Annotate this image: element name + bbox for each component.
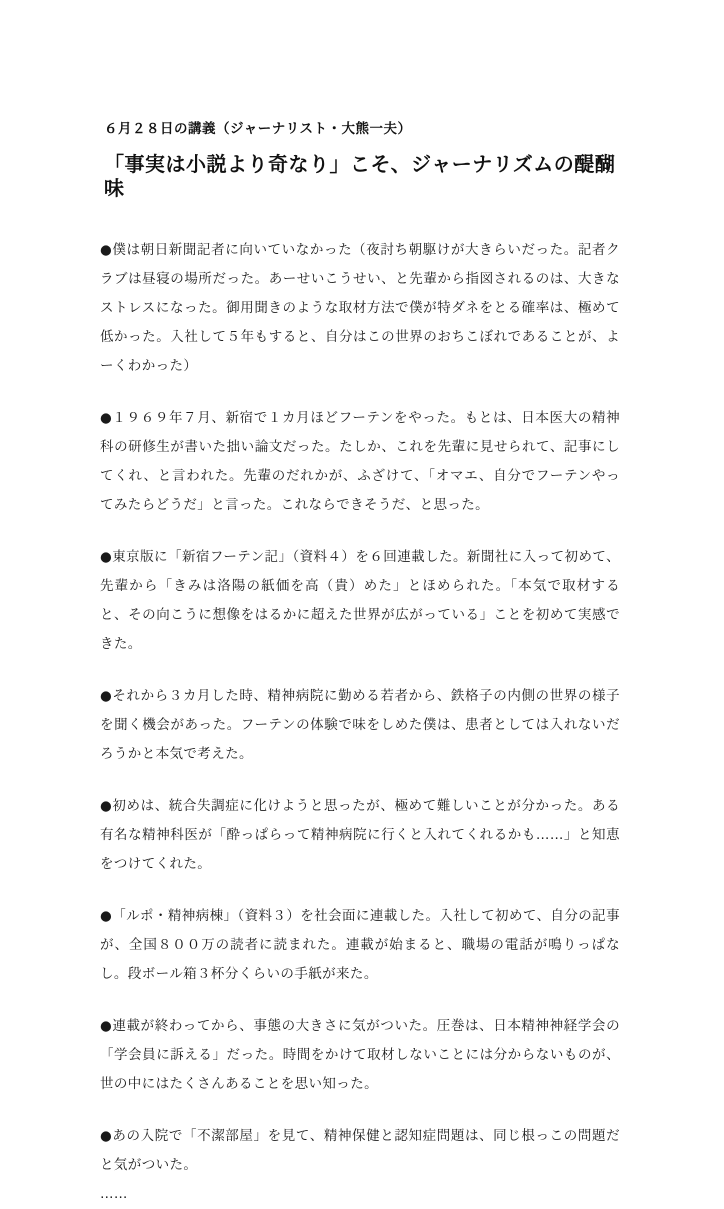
paragraph-5: ●初めは、統合失調症に化けようと思ったが、極めて難しいことが分かった。ある有名な精神科医が「酔っぱらって精神病院に行くと入れてくれるかも……」と知恵をつけてくれた。 [100,798,620,872]
paragraph-4: ●それから３カ月した時、精神病院に勤める若者から、鉄格子の内側の世界の様子を聞く機会があった。フーテンの体験で味をしめた僕は、患者としては入れないだろうかと本気で考えた。 [100,688,620,762]
paragraph-ellipsis: …… [100,1186,128,1202]
paragraph-6: ●「ルポ・精神病棟」（資料３）を社会面に連載した。入社して初めて、自分の記事が、全国８００万の読者に読まれた。連載が始まると、職場の電話が鳴りっぱなし。段ボール箱３杯分くらいの手紙が来た。 [100,908,620,982]
paragraph-3: ●東京版に「新宿フーテン記」（資料４）を６回連載した。新聞社に入って初めて、先輩から「きみは洛陽の紙価を高（貴）めた」とほめられた。「本気で取材すると、その向こうに想像をはるかに超えた世界が広がっている」ことを初めて実感できた。 [100,549,620,652]
paragraph-8: ●あの入院で「不潔部屋」を見て、精神保健と認知症問題は、同じ根っこの問題だと気がついた。 [100,1128,620,1173]
document-body [100,236,620,1209]
page-title: 「事実は小説より奇なり」こそ、ジャーナリズムの醍醐味 [104,152,616,200]
paragraph-7: ●連載が終わってから、事態の大きさに気がついた。圧巻は、日本精神神経学会の「学会員に訴える」だった。時間をかけて取材しないことには分からないものが、世の中にはたくさんあることを思い知った。 [100,1018,620,1092]
lecture-kicker: ６月２８日の講義（ジャーナリスト・大熊一夫） [104,121,412,137]
paragraph-1: ●僕は朝日新聞記者に向いていなかった（夜討ち朝駆けが大きらいだった。記者クラブは昼寝の場所だった。あーせいこうせい、と先輩から指図されるのは、大きなストレスになった。御用聞きのような取材方法で僕が特ダネをとる確率は、極めて低かった。入社して５年もすると、自分はこの世界のおちこぼれであることが、よーくわかった） [100,242,620,374]
paragraph-2: ●１９６９年７月、新宿で１カ月ほどフーテンをやった。もとは、日本医大の精神科の研修生が書いた拙い論文だった。たしか、これを先輩に見せられて、記事にしてくれ、と言われた。先輩のだれかが、ふざけて、「オマエ、自分でフーテンやってみたらどうだ」と言った。これならできそうだ、と思った。 [100,410,620,513]
